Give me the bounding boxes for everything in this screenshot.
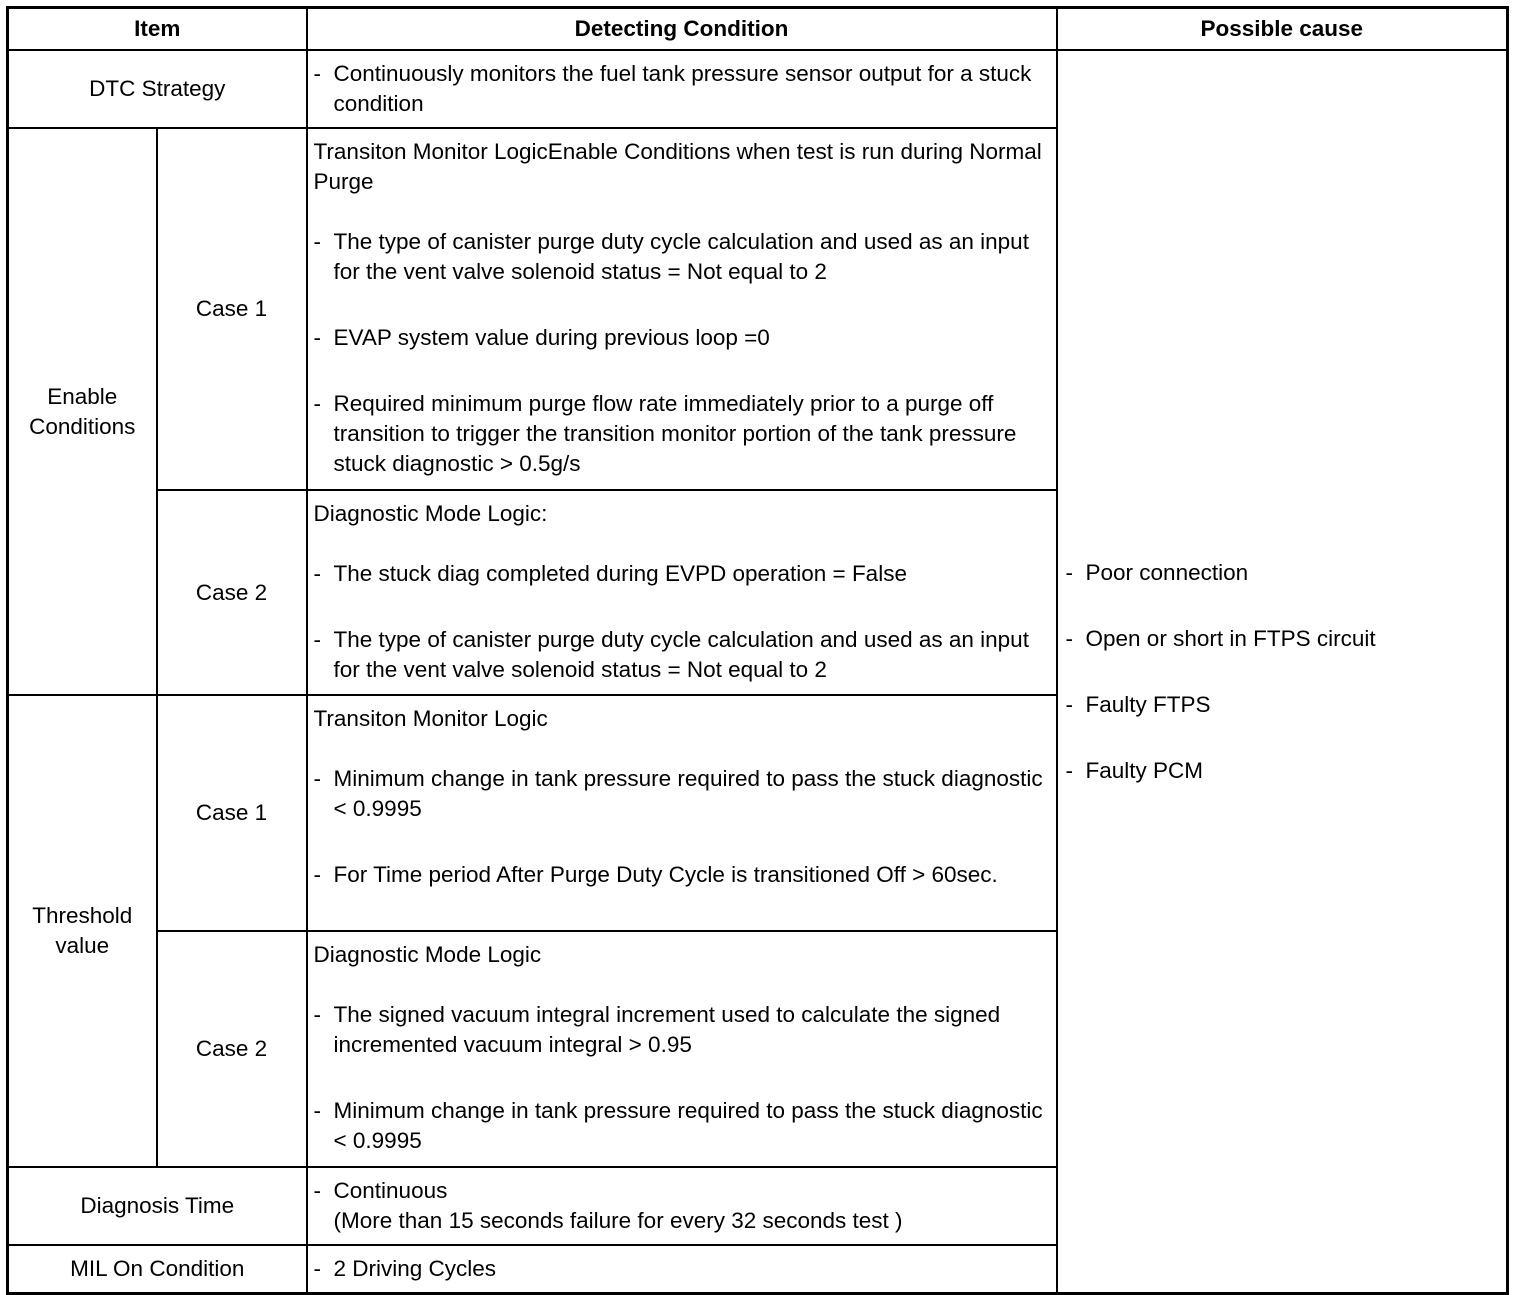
possible-cause-cell (1057, 50, 1508, 1294)
threshold-case1-condition (307, 695, 1057, 931)
condition-intro: Diagnostic Mode Logic (313, 942, 542, 967)
diagnosis-time-condition (307, 1167, 1057, 1245)
diagnosis-time-note: (More than 15 seconds failure for every 32 seconds test ) (333, 1208, 903, 1233)
cause-item: - Faulty PCM (1065, 757, 1204, 783)
bullet-item: - Minimum change in tank pressure required to pass the stuck diagnostic < 0.9995 (313, 766, 1043, 821)
condition-intro: Diagnostic Mode Logic: (313, 501, 548, 526)
threshold-value-label: Threshold value (8, 695, 157, 1167)
diagnosis-time-label: Diagnosis Time (8, 1167, 307, 1245)
bullet-item: - The type of canister purge duty cycle calculation and used as an input for the vent valve solenoid status = Not equal to 2 (313, 627, 1029, 682)
enable-case1-label: Case 1 (157, 128, 307, 490)
threshold-case2-label: Case 2 (157, 931, 307, 1167)
cause-item: - Open or short in FTPS circuit (1065, 625, 1376, 651)
bullet-item: - The signed vacuum integral increment used to calculate the signed incremented vacuum integral > 0.95 (313, 1002, 1001, 1057)
bullet-item: - For Time period After Purge Duty Cycle is transitioned Off > 60sec. (313, 862, 998, 887)
mil-on-condition-label: MIL On Condition (8, 1245, 307, 1294)
bullet-item: - Continuous (More than 15 seconds failure for every 32 seconds test ) (314, 1176, 1046, 1236)
cause-item: - Faulty FTPS (1065, 691, 1211, 717)
condition-intro: Transiton Monitor Logic (313, 706, 548, 731)
dtc-strategy-label: DTC Strategy (8, 50, 307, 128)
bullet-item: - The type of canister purge duty cycle calculation and used as an input for the vent valve solenoid status = Not equal to 2 (313, 229, 1029, 284)
mil-on-condition-value (307, 1245, 1057, 1294)
threshold-case1-label: Case 1 (157, 695, 307, 931)
bullet-item: - Continuously monitors the fuel tank pressure sensor output for a stuck condition (313, 61, 1032, 116)
row-dtc-strategy (8, 50, 1508, 128)
bullet-item: - The stuck diag completed during EVPD operation = False (313, 561, 907, 586)
dtc-table (6, 6, 1509, 1295)
header-possible-cause: Possible cause (1057, 8, 1508, 51)
header-row (8, 8, 1508, 51)
dtc-strategy-condition (307, 50, 1057, 128)
enable-case1-condition (307, 128, 1057, 490)
enable-conditions-label: Enable Conditions (8, 128, 157, 695)
header-detecting-condition: Detecting Condition (307, 8, 1057, 51)
condition-intro: Transiton Monitor LogicEnable Conditions when test is run during Normal Purge (313, 139, 1042, 194)
bullet-item: - Required minimum purge flow rate immediately prior to a purge off transition to trigger the transition monitor portion of the tank pressure stuck diagnostic > 0.5g/s (313, 391, 1017, 476)
bullet-item: - 2 Driving Cycles (313, 1256, 497, 1281)
bullet-item: - Minimum change in tank pressure required to pass the stuck diagnostic < 0.9995 (313, 1098, 1043, 1153)
bullet-item: - EVAP system value during previous loop =0 (313, 325, 770, 350)
enable-case2-condition (307, 490, 1057, 695)
threshold-case2-condition (307, 931, 1057, 1167)
header-item: Item (8, 8, 307, 51)
enable-case2-label: Case 2 (157, 490, 307, 695)
cause-item: - Poor connection (1065, 559, 1249, 585)
